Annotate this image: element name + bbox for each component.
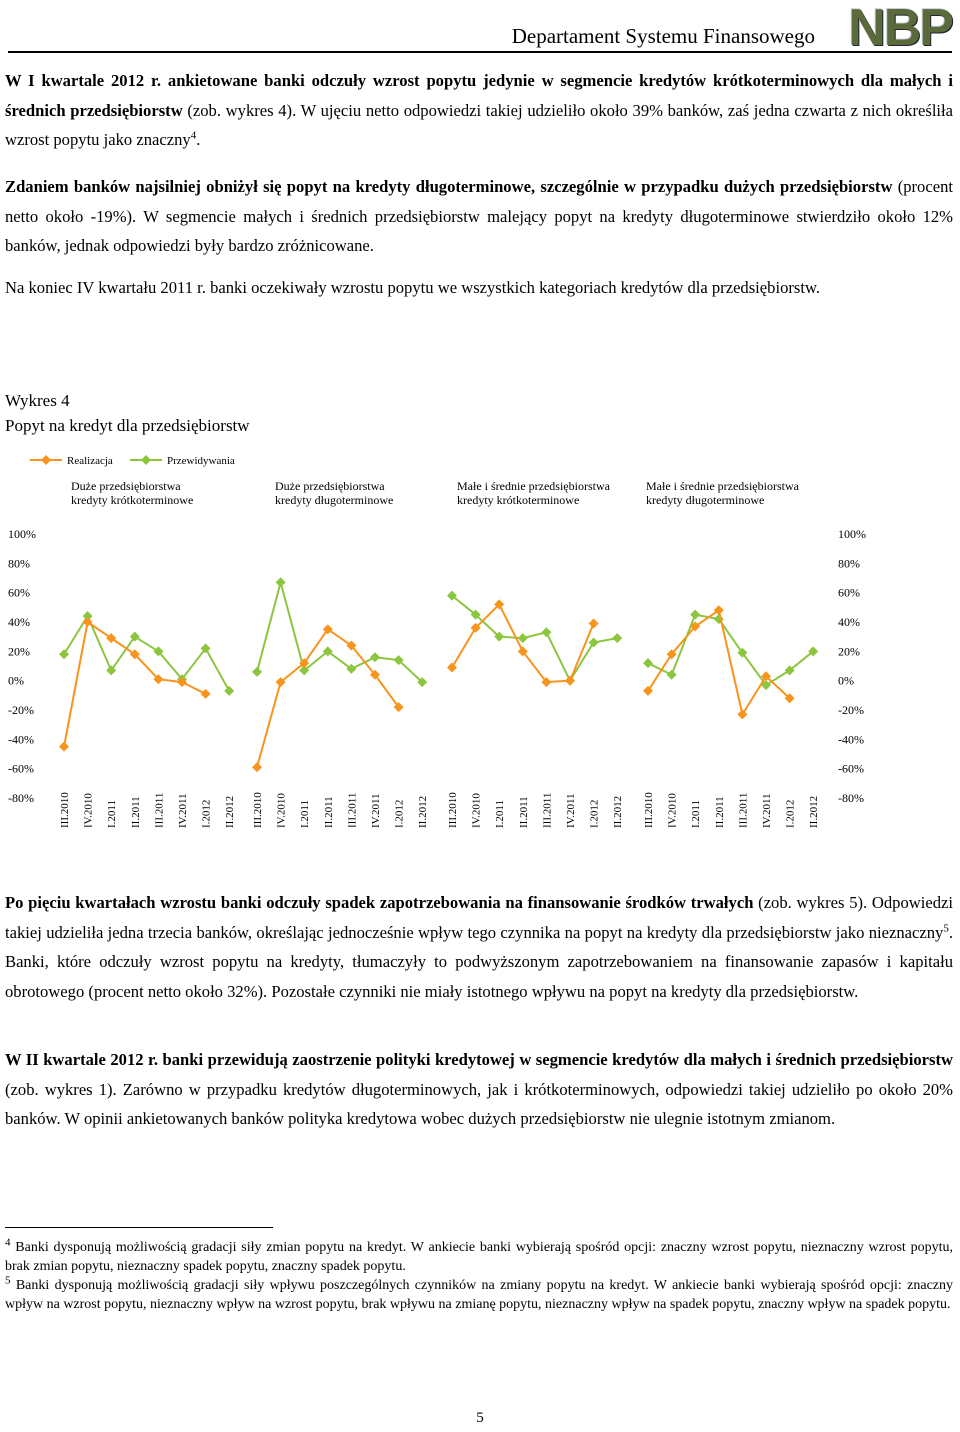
- data-point-przewidywania: [643, 658, 653, 668]
- y-tick-label-right: 80%: [838, 556, 860, 571]
- paragraph-fixed-assets: [5, 888, 953, 1006]
- legend-marker-przewidywania: [141, 455, 151, 465]
- y-tick-label-right: -80%: [838, 791, 864, 805]
- paragraph-lead: W I kwartale 2012 r. ankietowane banki odczuły wzrost popytu jedynie w segmencie kredytów krótkoterminowych dla małych i średnich przedsiębiorstw: [5, 71, 953, 120]
- data-point-przewidywania: [690, 610, 700, 620]
- y-tick-label-right: 0%: [838, 673, 854, 688]
- panel-title-line2: kredyty długoterminowe: [646, 493, 765, 507]
- x-tick-label: IV.2010: [275, 793, 288, 828]
- data-point-realizacja: [565, 676, 575, 686]
- data-point-przewidywania: [667, 670, 677, 680]
- page-number: 5: [476, 1410, 484, 1426]
- legend-label-przewidywania: Przewidywania: [167, 455, 235, 467]
- x-tick-label: IV.2011: [565, 793, 577, 828]
- x-tick-label: IV.2010: [470, 793, 483, 828]
- x-tick-label: IV.2011: [761, 793, 773, 828]
- y-tick-label-right: 100%: [838, 527, 866, 541]
- x-tick-label: III.2010: [447, 792, 459, 828]
- paragraph-body: (zob. wykres 5). Odpowiedzi takiej udzieliła jedna trzecia banków, określając jednocześnie wpływ tego czynnika na popyt na kredyty dla przedsiębiorstw jako nieznaczny: [5, 893, 953, 942]
- data-point-realizacja: [447, 662, 457, 672]
- x-tick-label: III.2011: [541, 792, 554, 828]
- y-tick-label-right: -60%: [838, 761, 864, 776]
- x-tick-label: I.2012: [200, 799, 213, 828]
- legend-label-realizacja: Realizacja: [67, 455, 113, 467]
- x-tick-label: I.2012: [588, 799, 601, 828]
- x-tick-label: II.2012: [612, 795, 625, 828]
- y-tick-label-right: -20%: [838, 703, 864, 717]
- panel-title-line2: kredyty długoterminowe: [275, 493, 394, 507]
- panel-title-line1: Małe i średnie przedsiębiorstwa: [646, 479, 799, 493]
- x-tick-label: II.2011: [713, 796, 726, 828]
- x-tick-label: I.2011: [106, 799, 119, 828]
- data-point-przewidywania: [276, 577, 286, 587]
- paragraph-end: .: [196, 130, 201, 149]
- x-tick-label: III.2011: [737, 792, 750, 828]
- x-tick-label: III.2011: [153, 792, 166, 828]
- x-tick-label: III.2011: [346, 792, 359, 828]
- footnote-separator: [5, 1227, 273, 1228]
- data-point-przewidywania: [59, 649, 69, 659]
- data-point-realizacja: [201, 689, 211, 699]
- series-line-przewidywania: [257, 582, 422, 682]
- x-tick-label: I.2011: [494, 799, 507, 828]
- demand-line-chart: [0, 445, 960, 845]
- footnote-5: [5, 1276, 953, 1314]
- legend-marker-realizacja: [41, 455, 51, 465]
- footnote-mark: 4: [5, 1236, 11, 1249]
- data-point-przewidywania: [612, 633, 622, 643]
- y-tick-label-left: 100%: [8, 527, 36, 541]
- department-name: Departament Systemu Finansowego: [511, 24, 815, 48]
- x-tick-label: II.2011: [322, 796, 335, 828]
- x-tick-label: III.2010: [643, 792, 655, 828]
- data-point-przewidywania: [224, 686, 234, 696]
- data-point-realizacja: [59, 742, 69, 752]
- paragraph-end: . Banki, które odczuły wzrost popytu na kredyty, tłumaczyły to podwyższonym zapotrzebowaniem na finansowanie zapasów i kapitału obrotowego (procent netto około 32%). Pozostałe czynniki nie miały istotnego wpływu na popyt na kredyty dla przedsiębiorstw.: [5, 922, 953, 1001]
- footnote-4: [5, 1238, 953, 1276]
- x-tick-label: IV.2010: [82, 793, 95, 828]
- figure-number: Wykres 4: [5, 391, 70, 410]
- data-point-realizacja: [643, 686, 653, 696]
- paragraph-lead: Po pięciu kwartałach wzrostu banki odczuły spadek zapotrzebowania na finansowanie środków trwałych: [5, 893, 754, 912]
- series-line-przewidywania: [64, 616, 229, 691]
- data-point-realizacja: [589, 618, 599, 628]
- y-tick-label-left: -60%: [8, 761, 34, 776]
- y-tick-label-left: 0%: [8, 673, 24, 688]
- figure-caption: [5, 388, 250, 438]
- x-tick-label: II.2011: [129, 796, 142, 828]
- y-tick-label-left: 20%: [8, 644, 30, 659]
- x-tick-label: II.2012: [224, 795, 237, 828]
- data-point-realizacja: [737, 709, 747, 719]
- paragraph-long-term: [5, 172, 953, 261]
- y-tick-label-left: 60%: [8, 585, 30, 600]
- data-point-przewidywania: [370, 652, 380, 662]
- y-tick-label-right: -40%: [838, 732, 864, 747]
- x-tick-label: I.2012: [784, 799, 797, 828]
- data-point-przewidywania: [252, 667, 262, 677]
- y-tick-label-left: -80%: [8, 791, 34, 805]
- footnote-text: Banki dysponują możliwością gradacji siły wpływu poszczególnych czynników na zmiany popytu na kredyt. W ankiecie banki wybierają spośród opcji: znaczny wpływ na wzrost popytu, nieznaczny wpływ na wzrost popytu, brak wpływu na zmianę popytu, nieznaczny wpływ na spadek popytu, znaczny wpływ na spadek popytu.: [5, 1278, 953, 1312]
- paragraph-body: (zob. wykres 1). Zarówno w przypadku kredytów długoterminowych, jak i krótkoterminowych, odpowiedzi takiej udzieliło po około 20% banków. W opinii ankietowanych banków polityka kredytowa wobec dużych przedsiębiorstw nie ulegnie istotnym zmianom.: [5, 1079, 953, 1128]
- panel-title-line2: kredyty krótkoterminowe: [71, 493, 194, 507]
- x-tick-label: I.2011: [690, 799, 703, 828]
- x-tick-label: II.2012: [808, 795, 821, 828]
- x-tick-label: IV.2011: [177, 793, 189, 828]
- page-header: [0, 0, 960, 55]
- data-point-przewidywania: [589, 638, 599, 648]
- data-point-przewidywania: [518, 633, 528, 643]
- data-point-przewidywania: [541, 627, 551, 637]
- panel-title-line2: kredyty krótkoterminowe: [457, 493, 580, 507]
- paragraph-lead: Zdaniem banków najsilniej obniżył się popyt na kredyty długoterminowe, szczególnie w przypadku dużych przedsiębiorstw: [5, 177, 893, 196]
- data-point-realizacja: [252, 762, 262, 772]
- paragraph-lead: W II kwartale 2012 r. banki przewidują zaostrzenie polityki kredytowej w segmencie kredytów dla małych i średnich przedsiębiorstw: [5, 1050, 953, 1069]
- footnote-text: Banki dysponują możliwością gradacji siły zmian popytu na kredyt. W ankiecie banki wybierają spośród opcji: znaczny wzrost popytu, nieznaczny wzrost popytu, brak zmian popytu, nieznaczny spadek popytu, znaczny spadek popytu.: [5, 1240, 953, 1274]
- y-tick-label-left: -40%: [8, 732, 34, 747]
- y-tick-label-left: -20%: [8, 703, 34, 717]
- x-tick-label: II.2011: [517, 796, 530, 828]
- panel-title-line1: Duże przedsiębiorstwa: [71, 479, 181, 493]
- panel-title-line1: Duże przedsiębiorstwa: [275, 479, 385, 493]
- header-rule: [8, 51, 952, 53]
- x-tick-label: III.2010: [59, 792, 71, 828]
- y-tick-label-right: 20%: [838, 644, 860, 659]
- footnote-ref-5[interactable]: 5: [943, 921, 949, 934]
- paragraph-body: (procent netto około -19%). W segmencie małych i średnich przedsiębiorstw malejący popyt na kredyty długoterminowe stwierdziło około 12% banków, jednak odpowiedzi były bardzo zróżnicowane.: [5, 177, 953, 255]
- panel-title-line1: Małe i średnie przedsiębiorstwa: [457, 479, 610, 493]
- x-tick-label: II.2012: [417, 795, 430, 828]
- y-tick-label-left: 80%: [8, 556, 30, 571]
- series-line-realizacja: [648, 610, 790, 714]
- footnotes: [5, 1238, 953, 1314]
- paragraph-body: (zob. wykres 4). W ujęciu netto odpowiedzi takiej udzieliło około 39% banków, zaś jedna czwarta z nich określiła wzrost popytu jako znaczny: [5, 100, 954, 149]
- paragraph-expectations: Na koniec IV kwartału 2011 r. banki oczekiwały wzrostu popytu we wszystkich kategoriach kredytów dla przedsiębiorstw.: [5, 278, 821, 297]
- y-tick-label-right: 60%: [838, 585, 860, 600]
- paragraph-q1-demand: [5, 66, 953, 155]
- figure-title: Popyt na kredyt dla przedsiębiorstw: [5, 416, 250, 435]
- y-tick-label-left: 40%: [8, 615, 30, 629]
- x-tick-label: IV.2011: [370, 793, 382, 828]
- footnote-mark: 5: [5, 1274, 11, 1287]
- x-tick-label: I.2011: [299, 799, 312, 828]
- x-tick-label: IV.2010: [666, 793, 679, 828]
- paragraph-q2-policy: [5, 1045, 953, 1134]
- x-tick-label: I.2012: [393, 799, 406, 828]
- footnote-ref-4[interactable]: 4: [190, 129, 197, 142]
- y-tick-label-right: 40%: [838, 615, 860, 629]
- x-tick-label: III.2010: [252, 792, 264, 828]
- nbp-logo: NBP: [848, 0, 952, 57]
